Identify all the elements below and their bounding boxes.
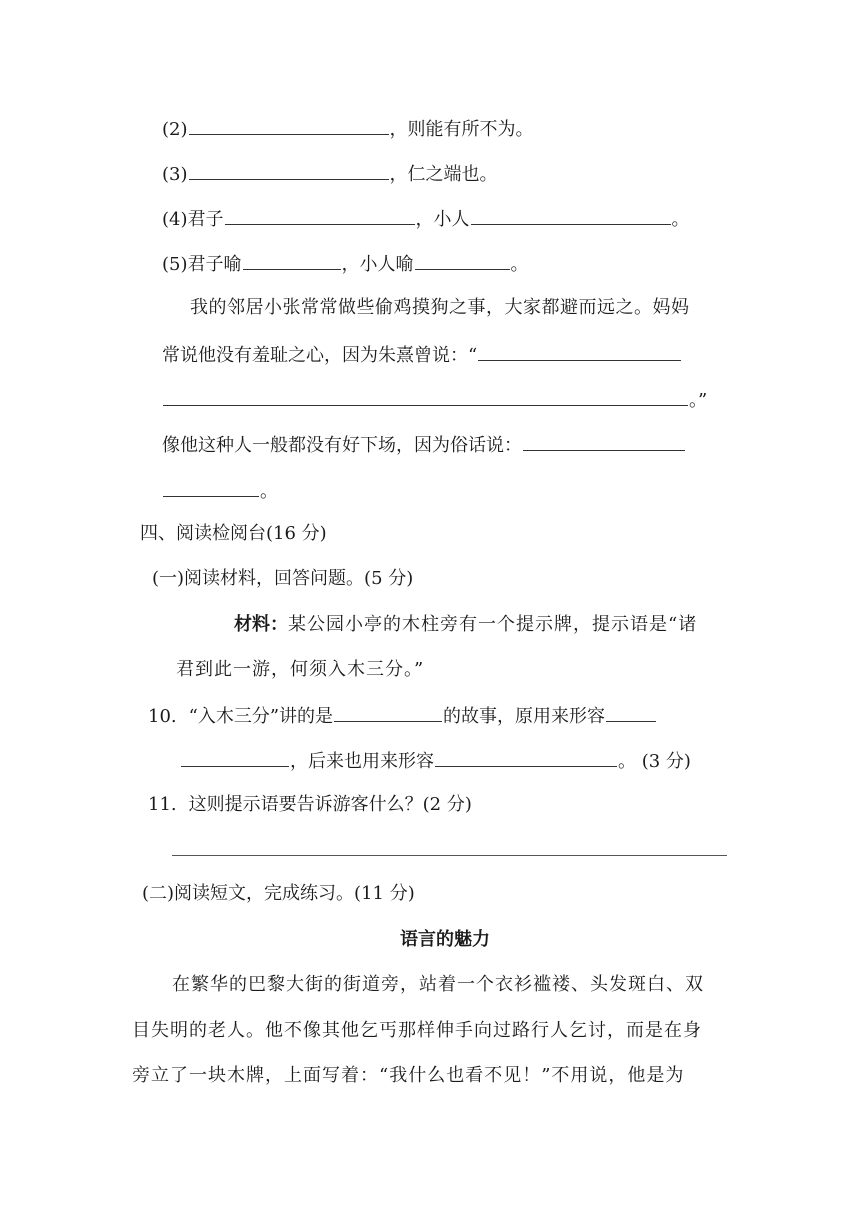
answer-blank[interactable]	[471, 206, 671, 225]
scenario-line-5: 。	[162, 478, 278, 504]
scenario-line-3: 。”	[162, 387, 707, 413]
answer-blank[interactable]	[435, 748, 617, 767]
answer-line[interactable]	[172, 855, 727, 856]
article-para-line-3: 旁立了一块木牌，上面写着：“我什么也看不见！”不用说，他是为	[132, 1065, 685, 1086]
answer-blank[interactable]	[415, 251, 510, 270]
part2-heading: (二)阅读短文，完成练习。(11 分)	[142, 883, 415, 904]
answer-blank[interactable]	[243, 251, 341, 270]
question-10-line-1: 10. “入木三分”讲的是 的故事，原用来形容	[148, 703, 657, 729]
material-label: 材料：	[234, 614, 288, 635]
scenario-line-1: 我的邻居小张常常做些偷鸡摸狗之事，大家都避而远之。妈妈	[190, 297, 690, 318]
part1-heading: (一)阅读材料，回答问题。(5 分)	[152, 568, 414, 589]
answer-blank[interactable]	[523, 432, 685, 451]
article-title: 语言的魅力	[400, 929, 490, 950]
fill-item-3: (3) ，仁之端也。	[162, 161, 498, 187]
answer-blank[interactable]	[334, 703, 442, 722]
answer-blank[interactable]	[181, 748, 289, 767]
fill-item-2: (2) ，则能有所不为。	[162, 116, 534, 142]
answer-blank[interactable]	[606, 703, 656, 722]
fill-item-5: (5)君子喻 ，小人喻 。	[162, 251, 529, 277]
material-line-2: 君到此一游，何须入木三分。”	[176, 659, 425, 680]
answer-blank[interactable]	[163, 478, 259, 497]
scenario-line-2: 常说他没有羞耻之心，因为朱熹曾说：“	[162, 342, 682, 368]
fill-item-4: (4)君子 ，小人 。	[162, 206, 690, 232]
material-line-1: 材料：某公园小亭的木柱旁有一个提示牌，提示语是“诸	[234, 614, 698, 635]
answer-blank[interactable]	[189, 116, 389, 135]
answer-blank[interactable]	[189, 161, 389, 180]
answer-blank[interactable]	[478, 342, 681, 361]
article-para-line-1: 在繁华的巴黎大街的街道旁，站着一个衣衫褴褛、头发斑白、双	[172, 974, 704, 995]
question-11: 11. 这则提示语要告诉游客什么？(2 分)	[148, 794, 472, 815]
answer-blank[interactable]	[163, 387, 688, 406]
answer-blank[interactable]	[225, 206, 415, 225]
section-title: 四、阅读检阅台(16 分)	[140, 523, 327, 544]
scenario-line-4: 像他这种人一般都没有好下场，因为俗话说：	[162, 432, 686, 458]
question-10-line-2: ，后来也用来形容 。 (3 分)	[180, 748, 691, 774]
article-para-line-2: 目失明的老人。他不像其他乞丐那样伸手向过路行人乞讨，而是在身	[132, 1020, 702, 1041]
